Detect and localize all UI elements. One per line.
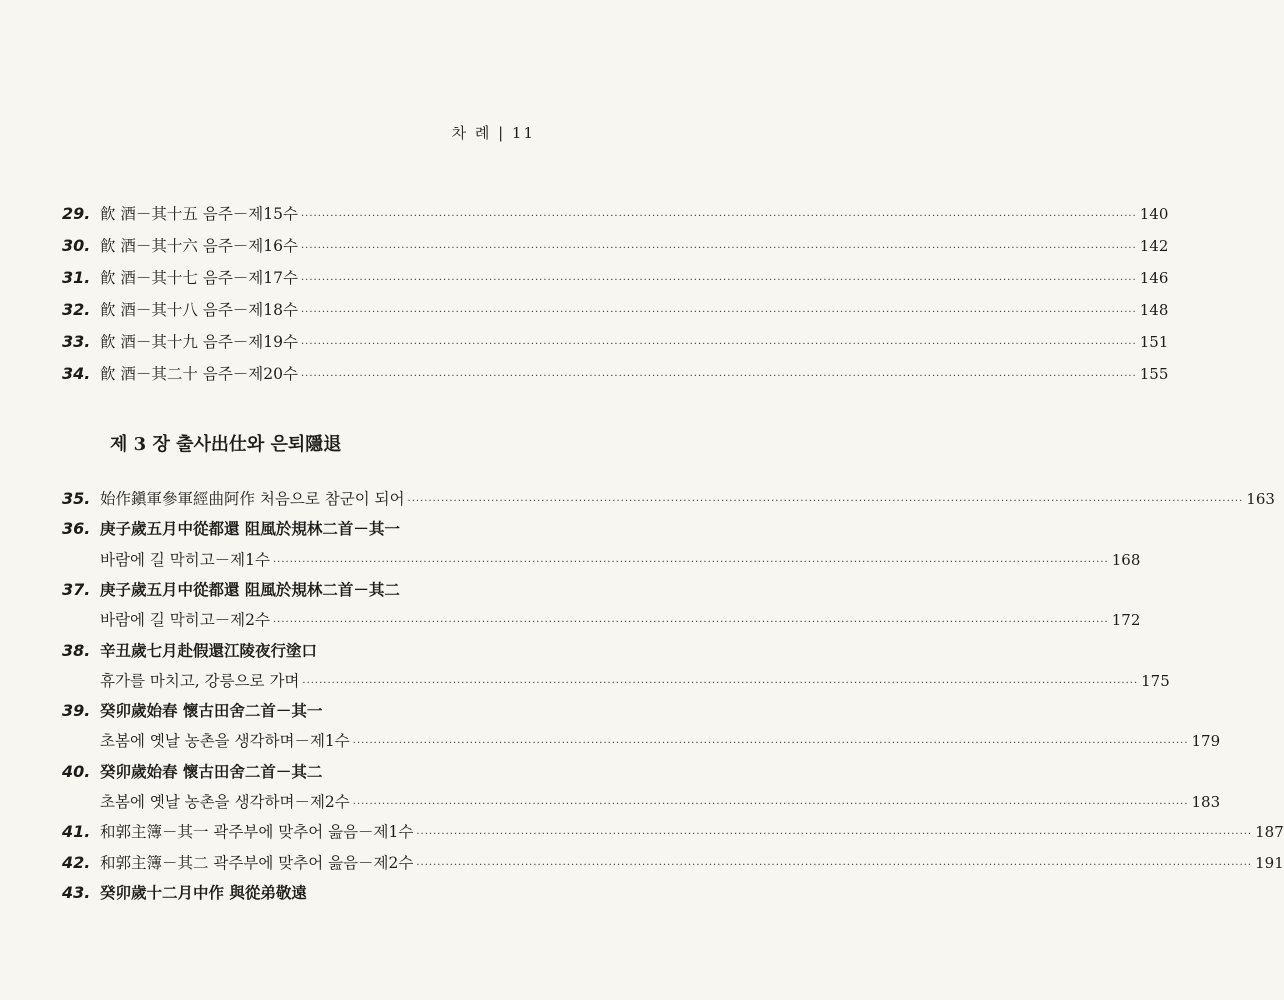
- entry-number: 33.: [62, 332, 91, 351]
- toc-entry[interactable]: [62, 266, 1169, 290]
- dot-leader: ········································································································································································································: [352, 738, 1189, 750]
- entry-title: 초봄에 옛날 농촌을 생각하며－제2수: [100, 793, 350, 811]
- toc-entry[interactable]: [62, 517, 515, 541]
- entry-title: 飮 酒－其十九 음주－제19수: [100, 333, 298, 351]
- entry-page-number: 148: [1139, 301, 1169, 319]
- dot-leader: ········································································································································································································: [300, 339, 1137, 350]
- dot-leader: ········································································································································································································: [300, 275, 1137, 286]
- entry-title: 始作鎭軍參軍經曲阿作 처음으로 참군이 되어: [100, 490, 405, 508]
- entry-title: 和郭主簿－其二 곽주부에 맞추어 읊음－제2수: [100, 853, 414, 872]
- entry-title: 飮 酒－其十五 음주－제15수: [100, 205, 298, 223]
- entry-title: 癸卯歲十二月中作 與從弟敬遠: [100, 882, 307, 902]
- entry-number: 29.: [62, 204, 91, 223]
- entry-number: 31.: [62, 268, 91, 287]
- entry-page-number: 140: [1139, 205, 1169, 223]
- toc-entry[interactable]: [62, 639, 515, 663]
- entry-page-number: 146: [1139, 269, 1169, 287]
- toc-entry[interactable]: [62, 820, 1284, 844]
- dot-leader: ········································································································································································································: [300, 243, 1137, 254]
- entry-page-number: 179: [1191, 732, 1221, 751]
- entry-title: 庚子歲五月中從都還 阻風於規林二首－其二: [100, 579, 400, 599]
- dot-leader: ········································································································································································································: [416, 829, 1253, 841]
- entry-page-number: 168: [1111, 550, 1141, 569]
- entry-title: 飮 酒－其十七 음주－제17수: [100, 269, 298, 287]
- toc-entry[interactable]: [62, 298, 1169, 322]
- toc-entry[interactable]: [62, 699, 515, 723]
- entry-page-number: 142: [1139, 237, 1169, 255]
- entry-number: 34.: [62, 364, 91, 383]
- toc-entry[interactable]: [62, 487, 1275, 511]
- toc-entry-subtitle[interactable]: [100, 548, 1141, 572]
- running-header: 차 례 | 11: [451, 124, 535, 142]
- entry-page-number: 191: [1255, 853, 1284, 872]
- toc-entry[interactable]: [62, 851, 1284, 875]
- chapter-heading: 제 3 장 출사出仕와 은퇴隱退: [110, 434, 342, 455]
- entry-number: 39.: [62, 701, 91, 721]
- toc-entry[interactable]: [62, 760, 515, 784]
- entry-title: 辛丑歲七月赴假還江陵夜行塗口: [100, 640, 318, 660]
- dot-leader: ········································································································································································································: [272, 617, 1109, 629]
- entry-title: 飮 酒－其十八 음주－제18수: [100, 301, 298, 319]
- toc-entry-subtitle[interactable]: [100, 729, 1221, 753]
- toc-entry[interactable]: [62, 881, 515, 905]
- toc-entry-subtitle[interactable]: [100, 608, 1141, 632]
- dot-leader: ········································································································································································································: [272, 556, 1109, 568]
- dot-leader: ········································································································································································································: [300, 307, 1137, 318]
- entry-title: 庚子歲五月中從都還 阻風於規林二首－其一: [100, 519, 400, 539]
- entry-page-number: 163: [1246, 490, 1275, 508]
- entry-title: 和郭主簿－其一 곽주부에 맞추어 읊음－제1수: [100, 823, 414, 842]
- entry-number: 32.: [62, 300, 91, 319]
- entry-page-number: 187: [1255, 823, 1284, 842]
- entry-page-number: 175: [1141, 671, 1170, 690]
- toc-entry[interactable]: [62, 578, 515, 602]
- entry-number: 40.: [62, 761, 91, 781]
- dot-leader: ········································································································································································································: [300, 371, 1137, 382]
- entry-number: 43.: [62, 882, 91, 902]
- entry-number: 42.: [62, 852, 91, 872]
- dot-leader: ········································································································································································································: [407, 496, 1244, 507]
- dot-leader: ········································································································································································································: [302, 677, 1139, 689]
- dot-leader: ········································································································································································································: [416, 859, 1253, 871]
- toc-entry[interactable]: [62, 202, 1169, 226]
- entry-page-number: 155: [1139, 365, 1169, 383]
- entry-title: 飮 酒－其十六 음주－제16수: [100, 237, 298, 255]
- entry-number: 36.: [62, 519, 91, 539]
- entry-number: 38.: [62, 640, 91, 660]
- entry-page-number: 183: [1191, 793, 1221, 811]
- entry-number: 37.: [62, 579, 91, 599]
- entry-title: 초봄에 옛날 농촌을 생각하며－제1수: [100, 732, 350, 751]
- toc-entry-subtitle[interactable]: [100, 669, 1170, 693]
- dot-leader: ········································································································································································································: [300, 211, 1137, 222]
- entry-title: 바람에 길 막히고－제1수: [100, 550, 270, 569]
- entry-title: 癸卯歲始春 懷古田舍二首－其一: [100, 701, 323, 721]
- entry-page-number: 151: [1139, 333, 1169, 351]
- entry-number: 35.: [62, 489, 91, 508]
- entry-number: 41.: [62, 822, 91, 842]
- entry-title: 飮 酒－其二十 음주－제20수: [100, 365, 298, 383]
- toc-entry[interactable]: [62, 362, 1169, 386]
- dot-leader: ········································································································································································································: [352, 799, 1189, 810]
- toc-entry-subtitle[interactable]: [100, 790, 1221, 814]
- toc-entry[interactable]: [62, 330, 1169, 354]
- entry-number: 30.: [62, 236, 91, 255]
- toc-entry[interactable]: [62, 234, 1169, 258]
- entry-page-number: 172: [1111, 611, 1141, 630]
- entry-title: 휴가를 마치고, 강릉으로 가며: [100, 671, 300, 690]
- entry-title: 癸卯歲始春 懷古田舍二首－其二: [100, 761, 323, 781]
- entry-title: 바람에 길 막히고－제2수: [100, 611, 270, 630]
